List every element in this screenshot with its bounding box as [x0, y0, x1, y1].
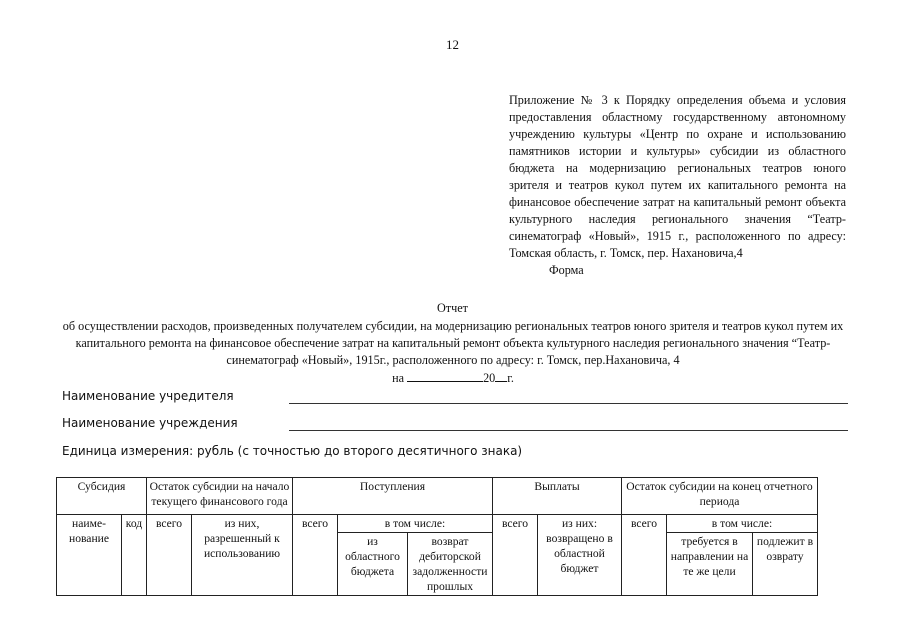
col-name: наиме-нование: [57, 515, 122, 596]
date-year-blank[interactable]: [495, 369, 507, 382]
col-balance-end: Остаток субсидии на конец отчетного периода: [622, 478, 818, 515]
col-payments: Выплаты: [493, 478, 622, 515]
institution-input-line[interactable]: [289, 430, 848, 431]
col-total-balance-end: всего: [622, 515, 667, 596]
col-to-return: подлежит возврату: [753, 533, 818, 596]
report-description: об осуществлении расходов, произведенных получателем субсидии, на модернизацию региональных театров юного зрителя и театров кукол путем их капитального ремонта на финансовое обеспечение затрат на капитальный ремонт объекта культурного наследия регионального значения “Театр-синематограф «Новый», 1915г., расположенного по адресу: г. Томск, пер.Нахановича, 4: [62, 319, 844, 367]
date-year: 20: [483, 371, 496, 385]
form-label: Форма: [549, 263, 584, 277]
unit-of-measure: Единица измерения: рубль (с точностью до второго десятичного знака): [62, 444, 523, 458]
col-receivables-return: возврат дебиторской задолженности прошлых: [408, 533, 493, 596]
col-total-payments: всего: [493, 515, 538, 596]
date-prefix: на: [392, 371, 405, 385]
institution-label: Наименование учреждения: [62, 416, 238, 430]
founder-label: Наименование учредителя: [62, 389, 234, 403]
col-total-receipts: всего: [293, 515, 338, 596]
report-title: Отчет: [437, 301, 468, 315]
table-header-row-2: [57, 515, 818, 533]
col-returned: из них: возвращено в областной бюджет: [538, 515, 622, 596]
col-code: код: [122, 515, 147, 596]
col-permitted: из них, разрешенный к использованию: [192, 515, 293, 596]
col-from-regional-budget: из областного бюджета: [338, 533, 408, 596]
col-balance-end-including: в том числе:: [667, 515, 818, 533]
col-subsidy: Субсидия: [57, 478, 147, 515]
table-header-row-1: [57, 478, 818, 515]
col-balance-start: Остаток субсидии на начало текущего финансового года: [147, 478, 293, 515]
appendix-text: Приложение № 3 к Порядку определения объема и условия предоставления областному государственному автономному учреждению культуры «Центр по охране и использованию памятников истории и культуры» субсидии из областного бюджета на модернизацию региональных театров юного зрителя и театров кукол путем их капитального ремонта на финансовое обеспечение затрат на капитальный ремонт объекта культурного наследия регионального значения “Театр-синематограф «Новый», 1915 г., расположенного по адресу: Томская область, г. Томск, пер. Нахановича,4: [509, 93, 846, 260]
date-day-month-blank[interactable]: [407, 369, 483, 382]
page-bottom-margin: [0, 601, 905, 640]
col-receipts: Поступления: [293, 478, 493, 515]
page-number: 12: [446, 37, 459, 52]
date-suffix: г.: [507, 371, 514, 385]
col-required-for: требуется в направлении на те же цели: [667, 533, 753, 596]
col-receipts-including: в том числе:: [338, 515, 493, 533]
appendix-block: [509, 92, 846, 279]
report-date-line: [52, 369, 854, 387]
founder-input-line[interactable]: [289, 403, 848, 404]
col-total-balance-start: всего: [147, 515, 192, 596]
report-table: [56, 477, 818, 596]
report-heading: [52, 318, 854, 387]
